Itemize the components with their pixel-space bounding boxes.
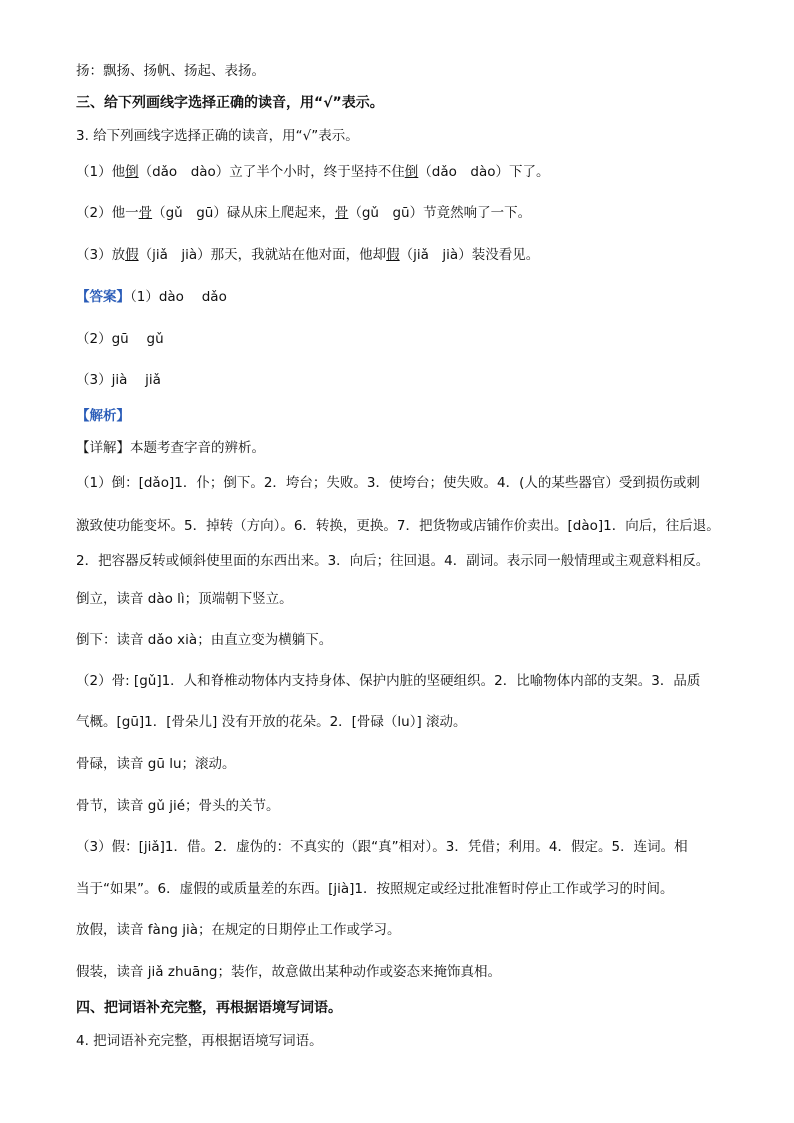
analysis-line: （2）骨: [gǔ]1．人和脊椎动物体内支持身体、保护内脏的坚硬组织。2．比喻物体内部的支架。3．品质: [76, 673, 701, 689]
analysis-line: 当于“如果”。6．虚假的或质量差的东西。[jià]1．按照规定或经过批准暂时停止工作或学习的时间。: [76, 881, 674, 897]
item-text: （gǔ gū）碌从床上爬起来，: [152, 205, 335, 221]
underlined-char: 骨: [138, 205, 153, 221]
underlined-char: 倒: [125, 164, 139, 180]
answer-line: （3）jià jiǎ: [76, 372, 161, 388]
underlined-char: 骨: [334, 205, 349, 221]
section-heading: 三、给下列画线字选择正确的读音，用“√”表示。: [76, 95, 384, 111]
question-item: [76, 204, 531, 222]
item-text: （3）放: [76, 247, 126, 263]
analysis-line: 假装，读音 jiǎ zhuāng；装作，故意做出某种动作或姿态来掩饰真相。: [76, 964, 501, 980]
item-text: （gǔ gū）节竟然响了一下。: [348, 205, 532, 221]
item-text: （dǎo dào）下了。: [418, 164, 550, 180]
answer-line: [76, 288, 227, 306]
analysis-line: 倒立，读音 dào lì；顶端朝下竖立。: [76, 591, 293, 607]
item-text: （dǎo dào）立了半个小时，终于坚持不住: [138, 164, 405, 180]
answer-text: （1）dào dǎo: [130, 289, 227, 305]
text-line: 扬：飘扬、扬帆、扬起、表扬。: [76, 63, 265, 79]
analysis-line: （3）假：[jiǎ]1．借。2．虚伪的：不真实的（跟“真”相对）。3．凭借；利用。4．假定。5．连词。相: [76, 839, 688, 855]
section-heading: 四、把词语补充完整，再根据语境写词语。: [76, 1000, 342, 1016]
question-stem: 4. 把词语补充完整，再根据语境写词语。: [76, 1033, 323, 1049]
analysis-line: 放假，读音 fàng jià；在规定的日期停止工作或学习。: [76, 922, 401, 938]
question-item: [76, 163, 550, 181]
answer-line: （2）gū gǔ: [76, 331, 164, 347]
analysis-line: 骨碌，读音 gū lu；滚动。: [76, 756, 236, 772]
analysis-line: 气概。[gū]1．[骨朵儿] 没有开放的花朵。2．[骨碌（lu）] 滚动。: [76, 714, 467, 730]
item-text: （1）他: [76, 164, 126, 180]
underlined-char: 假: [125, 247, 139, 263]
underlined-char: 倒: [404, 164, 419, 180]
analysis-label: 【解析】: [76, 408, 130, 424]
item-text: （jiǎ jià）装没看见。: [399, 247, 540, 263]
analysis-line: 倒下：读音 dǎo xià；由直立变为横躺下。: [76, 632, 333, 648]
answer-label: 【答案】: [76, 289, 130, 305]
analysis-line: 【详解】本题考查字音的辨析。: [76, 440, 265, 456]
analysis-line: 骨节，读音 gǔ jié；骨头的关节。: [76, 798, 280, 814]
item-text: （jiǎ jià）那天，我就站在他对面，他却: [138, 247, 387, 263]
analysis-line: （1）倒：[dǎo]1．仆；倒下。2．垮台；失败。3．使垮台；使失败。4．(人的某些器官）受到损伤或刺: [76, 475, 700, 491]
underlined-char: 假: [386, 247, 400, 263]
question-stem: 3. 给下列画线字选择正确的读音，用“√”表示。: [76, 128, 359, 144]
question-item: [76, 246, 539, 264]
analysis-line: 激致使功能变坏。5．掉转（方向）。6．转换，更换。7．把货物或店铺作价卖出。[dào]1．向后，往后退。: [76, 518, 720, 534]
analysis-line: 2．把容器反转或倾斜使里面的东西出来。3．向后；往回退。4．副词。表示同一般情理或主观意料相反。: [76, 553, 710, 569]
item-text: （2）他一: [76, 205, 139, 221]
